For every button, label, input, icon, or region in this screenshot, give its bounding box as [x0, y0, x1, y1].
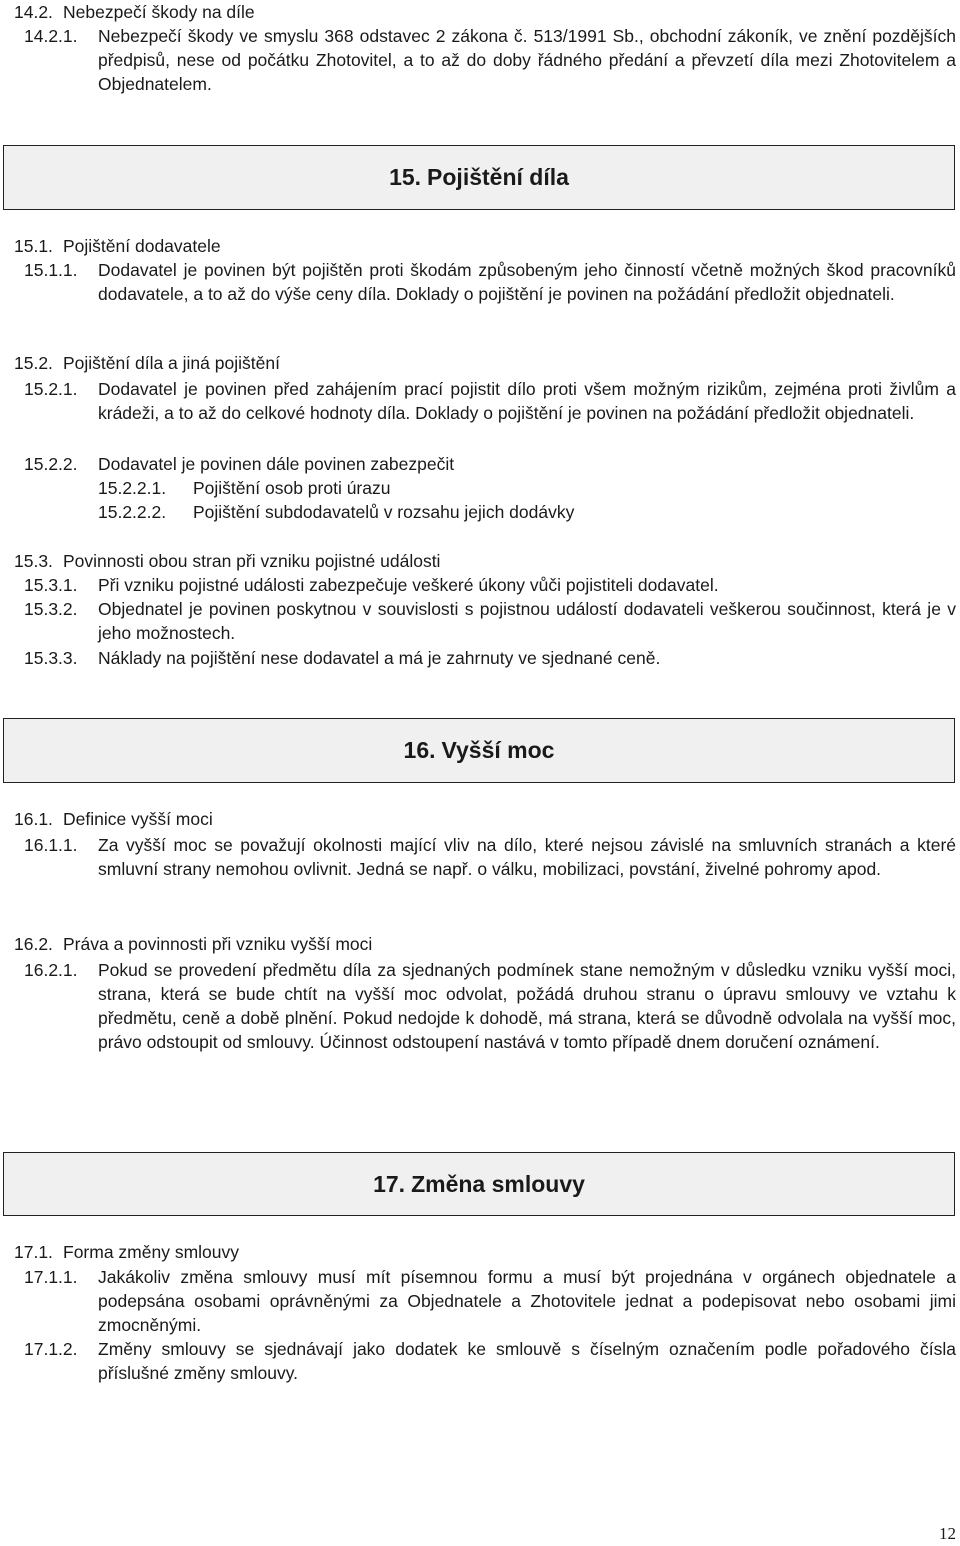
section-15-2-number: 15.2.	[14, 353, 53, 373]
clause-16-2-1-text: Pokud se provedení předmětu díla za sjednaných podmínek stane nemožným v důsledku vzniku vyšší moci, strana, která se bude chtít na vyšší moc odvolat, požádá druhou stranu o úpravu smlouvy ve vztahu k předmětu, ceně a době plnění. Pokud nedojde k dohodě, má strana, která se důvodně odvolala na vyšší moc, právo odstoupit od smlouvy. Účinnost odstoupení nastává v tomto případě dnem doručení oznámení.	[98, 960, 956, 1052]
section-14-2-number: 14.2.	[14, 2, 53, 22]
clause-15-2-2-number: 15.2.2.	[24, 454, 78, 474]
section-17-heading-title: Změna smlouvy	[411, 1171, 585, 1197]
section-16-1-title: Definice vyšší moci	[63, 809, 213, 829]
clause-17-1-2-number: 17.1.2.	[24, 1339, 78, 1359]
section-15-3-number: 15.3.	[14, 551, 53, 571]
clause-17-1-1-number: 17.1.1.	[24, 1267, 78, 1287]
clause-15-2-2-2-number: 15.2.2.2.	[98, 502, 167, 522]
section-15-heading	[3, 145, 955, 210]
clause-15-3-2-number: 15.3.2.	[24, 599, 78, 619]
section-16-1-number: 16.1.	[14, 809, 53, 829]
section-15-3-title: Povinnosti obou stran při vzniku pojistné události	[63, 551, 441, 571]
clause-15-2-1-text: Dodavatel je povinen před zahájením prací pojistit dílo proti všem možným rizikům, zejména proti živlům a krádeži, a to až do celkové hodnoty díla. Doklady o pojištění je povinen na požádání předložit objednateli.	[98, 379, 956, 423]
section-17-1-number: 17.1.	[14, 1242, 53, 1262]
clause-14-2-1-text: Nebezpečí škody ve smyslu 368 odstavec 2 zákona č. 513/1991 Sb., obchodní zákoník, ve znění pozdějších předpisů, nese od počátku Zhotovitel, a to až do doby řádného předání a převzetí díla mezi Zhotovitelem a Objednatelem.	[98, 26, 956, 94]
section-17-heading	[3, 1152, 955, 1216]
clause-17-1-2-text: Změny smlouvy se sjednávají jako dodatek ke smlouvě s číselným označením podle pořadového čísla příslušné změny smlouvy.	[98, 1339, 956, 1383]
clause-15-2-2-2-text: Pojištění subdodavatelů v rozsahu jejich dodávky	[193, 502, 575, 522]
clause-15-1-1-text: Dodavatel je povinen být pojištěn proti škodám způsobeným jeho činností včetně možných škod pracovníků dodavatele, a to až do výše ceny díla. Doklady o pojištění je povinen na požádání předložit objednateli.	[98, 260, 956, 304]
section-16-heading-number: 16.	[403, 737, 436, 763]
clause-14-2-1-number: 14.2.1.	[24, 26, 78, 46]
clause-17-1-1-text: Jakákoliv změna smlouvy musí mít písemnou formu a musí být projednána v orgánech objednatele a podepsána osobami oprávněnými za Objednatele a Zhotovitele jednat a podepisovat nebo osobami jimi zmocněnými.	[98, 1267, 956, 1335]
section-16-2-number: 16.2.	[14, 934, 53, 954]
section-16-heading	[3, 718, 955, 783]
clause-15-1-1-number: 15.1.1.	[24, 260, 78, 280]
clause-16-2-1-number: 16.2.1.	[24, 960, 78, 980]
clause-15-3-3-text: Náklady na pojištění nese dodavatel a má je zahrnuty ve sjednané ceně.	[98, 648, 661, 668]
clause-15-2-1-number: 15.2.1.	[24, 379, 78, 399]
clause-15-3-2-text: Objednatel je povinen poskytnou v souvislosti s pojistnou událostí dodavateli veškerou součinnost, která je v jeho možnostech.	[98, 599, 956, 643]
section-15-1-title: Pojištění dodavatele	[63, 236, 221, 256]
clause-15-2-2-1-text: Pojištění osob proti úrazu	[193, 478, 391, 498]
clause-16-1-1-text: Za vyšší moc se považují okolnosti mající vliv na dílo, které nejsou závislé na smluvních stranách a které smluvní strany nemohou ovlivnit. Jedná se např. o válku, mobilizaci, povstání, živelné pohromy apod.	[98, 835, 956, 879]
section-15-1-number: 15.1.	[14, 236, 53, 256]
clause-15-3-1-text: Při vzniku pojistné události zabezpečuje veškeré úkony vůči pojistiteli dodavatel.	[98, 575, 719, 595]
clause-15-3-1-number: 15.3.1.	[24, 575, 78, 595]
section-17-heading-number: 17.	[373, 1171, 406, 1197]
section-15-2-title: Pojištění díla a jiná pojištění	[63, 353, 280, 373]
clause-16-1-1-number: 16.1.1.	[24, 835, 78, 855]
section-17-1-title: Forma změny smlouvy	[63, 1242, 240, 1262]
page-number: 12	[939, 1524, 956, 1543]
clause-15-2-2-text: Dodavatel je povinen dále povinen zabezpečit	[98, 454, 455, 474]
section-15-heading-number: 15.	[389, 164, 422, 190]
section-15-heading-title: Pojištění díla	[427, 164, 569, 190]
section-16-heading-title: Vyšší moc	[441, 737, 555, 763]
section-16-2-title: Práva a povinnosti při vzniku vyšší moci	[63, 934, 373, 954]
section-14-2-title: Nebezpečí škody na díle	[63, 2, 255, 22]
clause-15-2-2-1-number: 15.2.2.1.	[98, 478, 167, 498]
clause-15-3-3-number: 15.3.3.	[24, 648, 78, 668]
